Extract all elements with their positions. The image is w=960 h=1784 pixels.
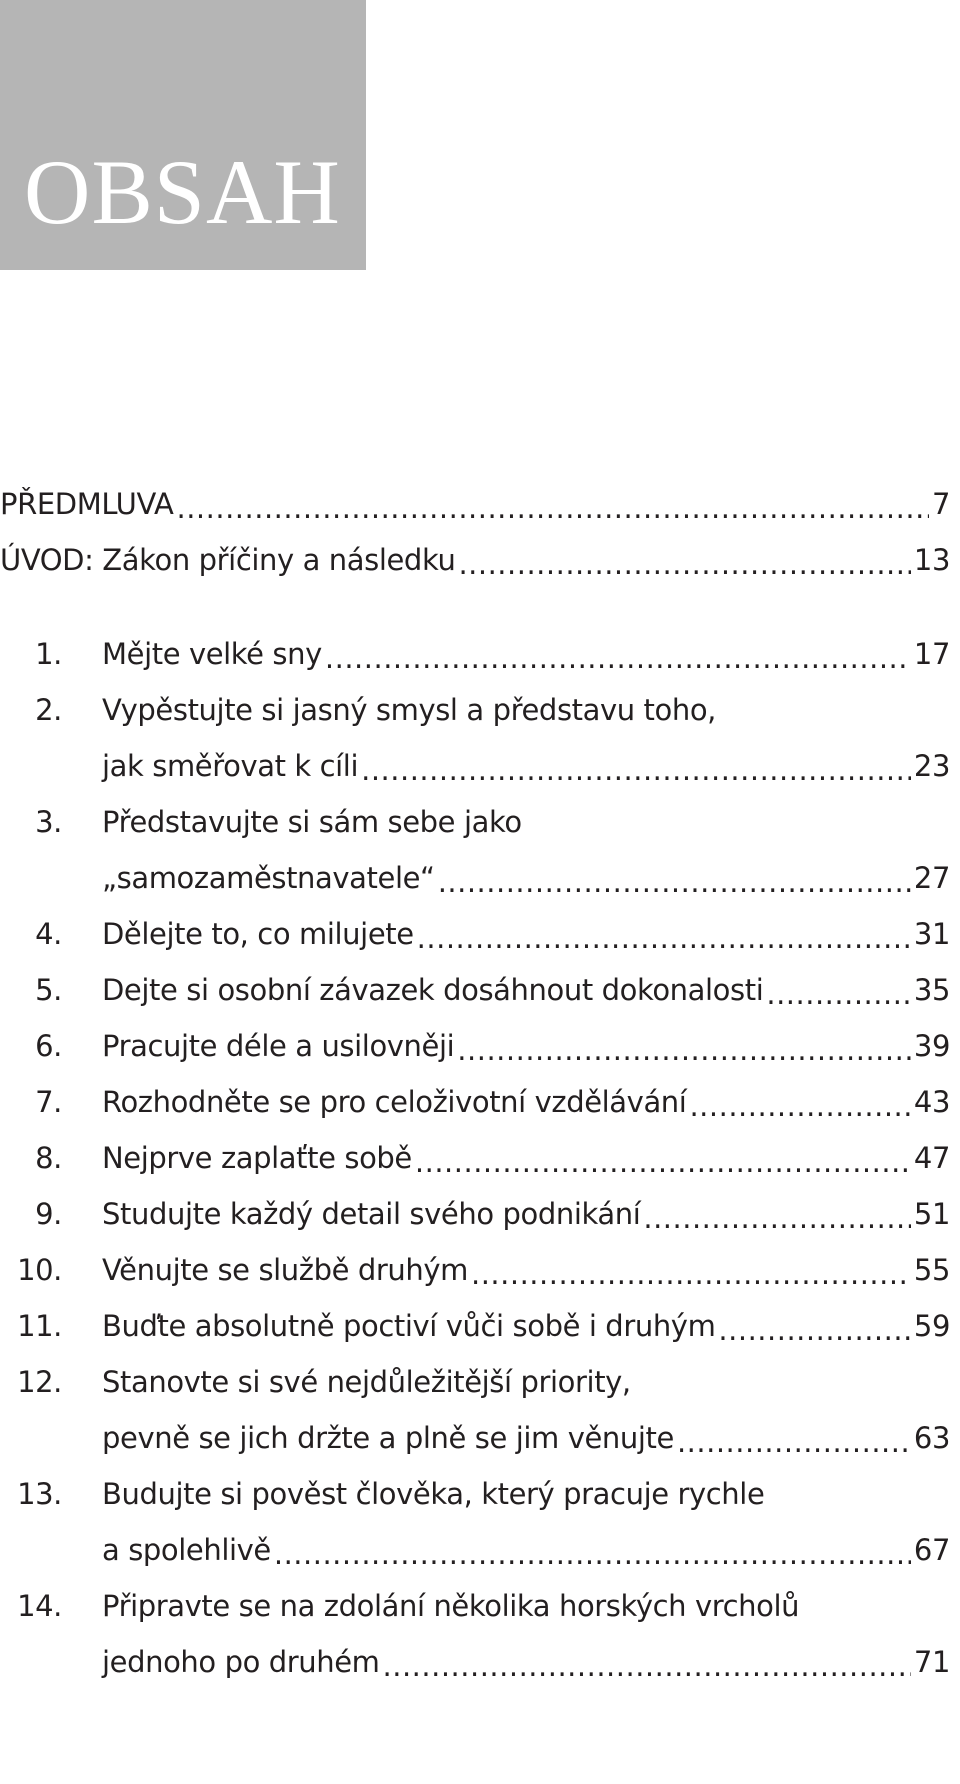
entry-title: Připravte se na zdolání několika horských vrcholů (102, 1589, 800, 1623)
dot-leader (458, 547, 910, 581)
chapter-number: 7. (35, 1085, 62, 1119)
page-number: 7 (931, 487, 950, 521)
page-number: 35 (913, 973, 950, 1007)
toc-line (102, 794, 950, 850)
dot-leader (415, 1145, 911, 1179)
page-title: OBSAH (24, 141, 341, 243)
entry-title: Stanovte si své nejdůležitější priority, (102, 1365, 631, 1399)
toc-line (102, 1298, 950, 1354)
chapter-number: 1. (35, 637, 62, 671)
toc-line (102, 1410, 950, 1466)
toc-entry[interactable] (0, 682, 950, 738)
toc-line (102, 682, 950, 738)
dot-leader (274, 1537, 911, 1571)
chapter-number: 4. (35, 917, 62, 951)
toc-line (102, 1354, 950, 1410)
toc-entry[interactable] (0, 906, 950, 962)
toc-line (102, 850, 950, 906)
toc-entry[interactable] (0, 1298, 950, 1354)
dot-leader (689, 1089, 910, 1123)
dot-leader (417, 921, 911, 955)
dot-leader (176, 491, 928, 525)
entry-title: a spolehlivě (102, 1533, 271, 1567)
dot-leader (438, 865, 911, 899)
toc-entry[interactable] (0, 532, 950, 588)
page-number: 67 (913, 1533, 950, 1567)
toc-entry[interactable] (0, 1130, 950, 1186)
chapter-number: 10. (17, 1253, 62, 1287)
page-number: 63 (913, 1421, 950, 1455)
entry-title: Věnujte se službě druhým (102, 1253, 468, 1287)
page-number: 47 (913, 1141, 950, 1175)
toc-line (102, 1466, 950, 1522)
toc-line (102, 1018, 950, 1074)
page-number: 43 (913, 1085, 950, 1119)
chapter-number: 14. (17, 1589, 62, 1623)
chapter-list (0, 626, 950, 1690)
page-number: 55 (913, 1253, 950, 1287)
dot-leader (643, 1201, 911, 1235)
toc-line (102, 962, 950, 1018)
toc-entry-continuation[interactable] (0, 738, 950, 794)
toc-line (102, 1186, 950, 1242)
toc-entry[interactable] (0, 626, 950, 682)
entry-title: pevně se jich držte a plně se jim věnujte (102, 1421, 674, 1455)
toc-entry-continuation[interactable] (0, 850, 950, 906)
dot-leader (471, 1257, 911, 1291)
dot-leader (766, 977, 911, 1011)
front-matter-list (0, 476, 950, 588)
toc-line (102, 1074, 950, 1130)
entry-title: ÚVOD: Zákon příčiny a následku (0, 543, 456, 577)
page-number: 39 (913, 1029, 950, 1063)
entry-title: jednoho po druhém (102, 1645, 380, 1679)
toc-entry[interactable] (0, 1186, 950, 1242)
toc-entry[interactable] (0, 1242, 950, 1298)
toc-entry[interactable] (0, 1018, 950, 1074)
toc-line (102, 626, 950, 682)
entry-title: Představujte si sám sebe jako (102, 805, 522, 839)
dot-leader (718, 1313, 910, 1347)
dot-leader (677, 1425, 911, 1459)
toc-line (102, 1634, 950, 1690)
toc-entry[interactable] (0, 794, 950, 850)
toc-line (102, 1522, 950, 1578)
entry-title: Dělejte to, co milujete (102, 917, 414, 951)
toc-line (102, 906, 950, 962)
page-number: 71 (913, 1645, 950, 1679)
entry-title: jak směřovat k cíli (102, 749, 359, 783)
toc-entry-continuation[interactable] (0, 1634, 950, 1690)
toc-line (102, 1130, 950, 1186)
dot-leader (383, 1649, 911, 1683)
entry-title: Pracujte déle a usilovněji (102, 1029, 455, 1063)
page-number: 51 (913, 1197, 950, 1231)
entry-title: Nejprve zaplaťte sobě (102, 1141, 412, 1175)
page-number: 17 (913, 637, 950, 671)
entry-title: „samozaměstnavatele“ (102, 861, 435, 895)
entry-title: Dejte si osobní závazek dosáhnout dokonalosti (102, 973, 764, 1007)
entry-title: PŘEDMLUVA (0, 487, 174, 521)
toc-line (102, 1242, 950, 1298)
toc-entry[interactable] (0, 1354, 950, 1410)
chapter-number: 13. (17, 1477, 62, 1511)
dot-leader (457, 1033, 911, 1067)
chapter-number: 5. (35, 973, 62, 1007)
page-number: 31 (913, 917, 950, 951)
entry-title: Studujte každý detail svého podnikání (102, 1197, 641, 1231)
toc-entry[interactable] (0, 1578, 950, 1634)
chapter-number: 12. (17, 1365, 62, 1399)
toc-line (102, 738, 950, 794)
dot-leader (361, 753, 911, 787)
chapter-number: 8. (35, 1141, 62, 1175)
entry-title: Buďte absolutně poctiví vůči sobě i druhým (102, 1309, 716, 1343)
chapter-number: 9. (35, 1197, 62, 1231)
chapter-number: 3. (35, 805, 62, 839)
toc-entry[interactable] (0, 1466, 950, 1522)
toc-line (0, 532, 950, 588)
toc-entry-continuation[interactable] (0, 1522, 950, 1578)
toc-entry[interactable] (0, 1074, 950, 1130)
dot-leader (325, 641, 911, 675)
entry-title: Vypěstujte si jasný smysl a představu toho, (102, 693, 717, 727)
page-number: 13 (913, 543, 950, 577)
entry-title: Rozhodněte se pro celoživotní vzdělávání (102, 1085, 687, 1119)
page-number: 27 (913, 861, 950, 895)
page-number: 59 (913, 1309, 950, 1343)
chapter-number: 6. (35, 1029, 62, 1063)
toc-entry[interactable] (0, 962, 950, 1018)
toc-line (102, 1578, 950, 1634)
title-block (0, 0, 366, 270)
entry-title: Mějte velké sny (102, 637, 322, 671)
chapter-number: 11. (17, 1309, 62, 1343)
toc-entry[interactable] (0, 476, 950, 532)
chapter-number: 2. (35, 693, 62, 727)
page-number: 23 (913, 749, 950, 783)
toc-entry-continuation[interactable] (0, 1410, 950, 1466)
toc-line (0, 476, 950, 532)
entry-title: Budujte si pověst člověka, který pracuje rychle (102, 1477, 765, 1511)
